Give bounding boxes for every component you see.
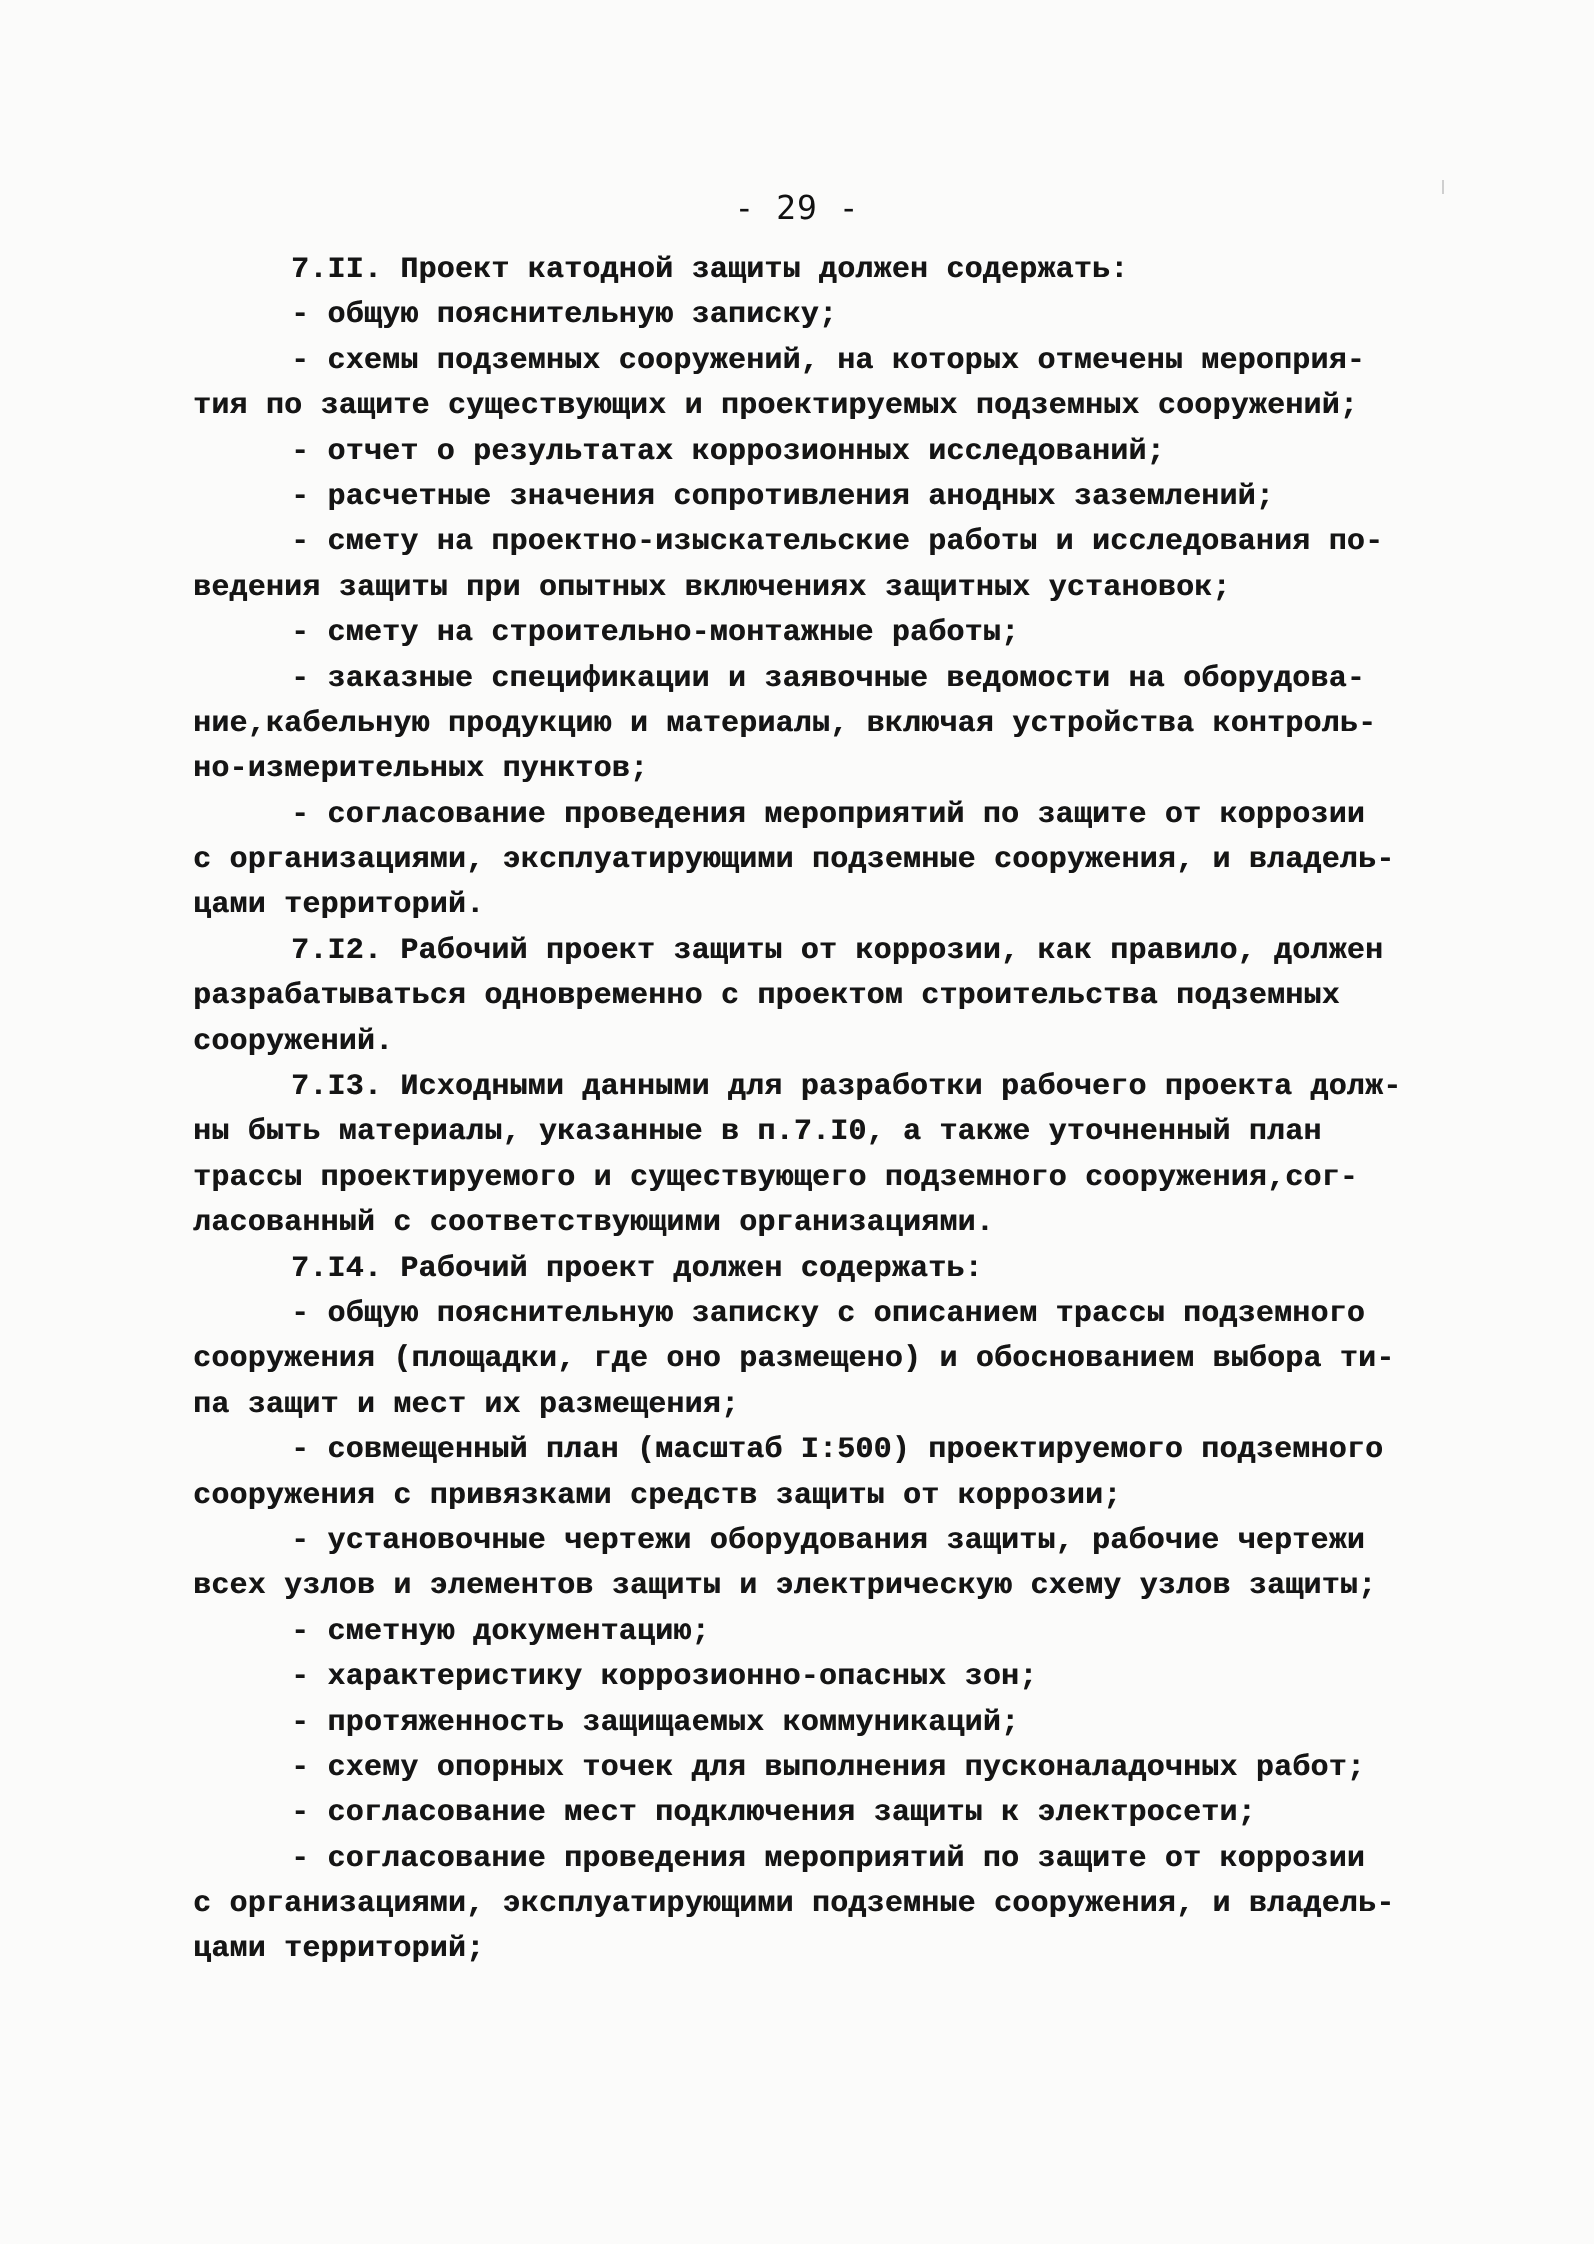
text-line: - смету на строительно-монтажные работы; [291,616,1020,651]
text-line: сооружения с привязками средств защиты от коррозии; [193,1478,1122,1513]
text-line: - схему опорных точек для выполнения пусконаладочных работ; [291,1750,1365,1785]
text-line: с организациями, эксплуатирующими подземные сооружения, и владель- [193,1887,1395,1922]
page-number: - 29 - [734,188,860,227]
body-text [193,248,1433,1973]
text-line: трассы проектируемого и существующего подземного сооружения,сог- [193,1160,1358,1195]
text-line: ведения защиты при опытных включениях защитных установок; [193,570,1231,605]
text-line: - расчетные значения сопротивления анодных заземлений; [291,479,1274,514]
text-line: - общую пояснительную записку; [291,298,838,333]
text-line: 7.II. Проект катодной защиты должен содержать: [291,253,1129,287]
text-line: - согласование мест подключения защиты к электросети; [291,1796,1256,1831]
text-line: - протяженность защищаемых коммуникаций; [291,1705,1020,1740]
text-line: - общую пояснительную записку с описанием трассы подземного [291,1296,1365,1331]
text-line: - отчет о результатах коррозионных исследований; [291,434,1165,469]
text-line: всех узлов и элементов защиты и электрическую схему узлов защиты; [193,1569,1377,1604]
text-line: 7.I3. Исходными данными для разработки рабочего проекта долж- [291,1070,1402,1105]
text-line: цами территорий. [193,888,485,923]
text-line: 7.I4. Рабочий проект должен содержать: [291,1251,983,1286]
text-line: - совмещенный план (масштаб I:500) проектируемого подземного [291,1433,1384,1468]
text-line: - смету на проектно-изыскательские работы и исследования по- [291,525,1384,560]
text-line: - согласование проведения мероприятий по защите от коррозии [291,1841,1365,1876]
text-line: с организациями, эксплуатирующими подземные сооружения, и владель- [193,843,1395,878]
text-line: - схемы подземных сооружений, на которых отмечены мероприя- [291,343,1365,378]
text-line: ны быть материалы, указанные в п.7.I0, а также уточненный план [193,1115,1322,1150]
text-line: разрабатываться одновременно с проектом строительства подземных [193,979,1340,1014]
text-line: сооружений. [193,1024,394,1059]
text-line: - установочные чертежи оборудования защиты, рабочие чертежи [291,1523,1365,1558]
text-line: ласованный с соответствующими организациями. [193,1206,994,1241]
text-line: но-измерительных пунктов; [193,752,649,787]
text-line: - заказные спецификации и заявочные ведомости на оборудова- [291,661,1365,696]
text-line: тия по защите существующих и проектируемых подземных сооружений; [193,389,1358,424]
text-line: цами территорий; [193,1932,485,1967]
text-line: - сметную документацию; [291,1614,710,1649]
text-line: ние,кабельную продукцию и материалы, включая устройства контроль- [193,706,1377,741]
text-line: па защит и мест их размещения; [193,1387,740,1422]
text-line: сооружения (площадки, где оно размещено) и обоснованием выбора ти- [193,1342,1395,1377]
text-line: - характеристику коррозионно-опасных зон; [291,1660,1038,1695]
text-line: - согласование проведения мероприятий по защите от коррозии [291,797,1365,832]
text-line: 7.I2. Рабочий проект защиты от коррозии, как правило, должен [291,933,1384,968]
